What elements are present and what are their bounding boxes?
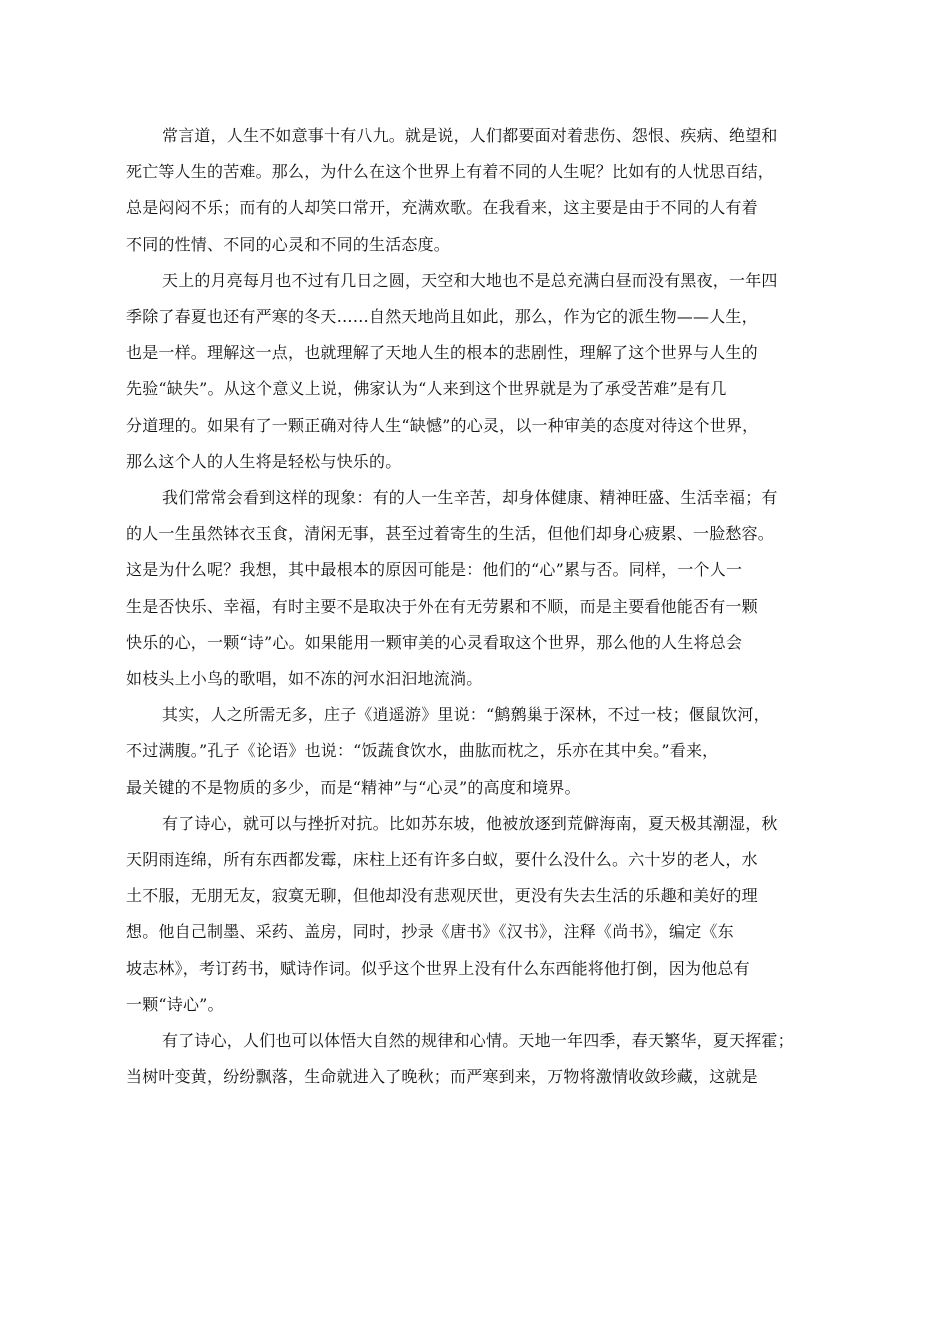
text-line: 总是闷闷不乐；而有的人却笑口常开，充满欢歌。在我看来，这主要是由于不同的人有着: [126, 198, 758, 218]
paragraph-6: [126, 1023, 812, 1095]
essay-body: [126, 118, 812, 1095]
text-line: 如枝头上小鸟的歌唱，如不冻的河水汩汩地流淌。: [126, 669, 483, 689]
text-line: 先验“缺失”。从这个意义上说，佛家认为“人来到这个世界就是为了承受苦难”是有几: [126, 379, 727, 399]
text-line: 我们常常会看到这样的现象：有的人一生辛苦，却身体健康、精神旺盛、生活幸福；有: [162, 488, 778, 508]
text-line: 一颗“诗心”。: [126, 994, 224, 1014]
paragraph-4: [126, 697, 812, 806]
text-line: 天阴雨连绵，所有东西都发霉，床柱上还有许多白蚁，要什么没什么。六十岁的老人，水: [126, 850, 758, 870]
text-line: 不过满腹。”孔子《论语》也说：“饭蔬食饮水，曲肱而枕之，乐亦在其中矣。”看来，: [126, 741, 719, 761]
text-line: 不同的性情、不同的心灵和不同的生活态度。: [126, 234, 451, 254]
text-line: 那么这个人的人生将是轻松与快乐的。: [126, 451, 402, 471]
text-line: 常言道，人生不如意事十有八九。就是说，人们都要面对着悲伤、怨恨、疾病、绝望和: [162, 126, 778, 145]
text-line: 当树叶变黄，纷纷飘落，生命就进入了晚秋；而严寒到来，万物将激情收敛珍藏，这就是: [126, 1067, 758, 1087]
text-line: 土不服，无朋无友，寂寞无聊，但他却没有悲观厌世，更没有失去生活的乐趣和美好的理: [126, 886, 758, 906]
text-line: 这是为什么呢？我想，其中最根本的原因可能是：他们的“心”累与否。同样，一个人一: [126, 560, 743, 580]
text-line: 最关键的不是物质的多少，而是“精神”与“心灵”的高度和境界。: [126, 777, 581, 797]
text-line: 有了诗心，人们也可以体悟大自然的规律和心情。天地一年四季，春天繁华，夏天挥霍；: [162, 1031, 794, 1051]
text-line: 坡志林》，考订药书，赋诗作词。似乎这个世界上没有什么东西能将他打倒，因为他总有: [126, 958, 750, 978]
text-line: 有了诗心，就可以与挫折对抗。比如苏东坡，他被放逐到荒僻海南，夏天极其潮湿，秋: [162, 813, 778, 833]
text-line: 死亡等人生的苦难。那么，为什么在这个世界上有着不同的人生呢？比如有的人忧思百结，: [126, 162, 775, 182]
text-line: 也是一样。理解这一点，也就理解了天地人生的根本的悲剧性，理解了这个世界与人生的: [126, 343, 758, 363]
text-line: 季除了春夏也还有严寒的冬天……自然天地尚且如此，那么，作为它的派生物——人生，: [126, 307, 758, 327]
text-line: 分道理的。如果有了一颗正确对待人生“缺憾”的心灵，以一种审美的态度对待这个世界，: [126, 415, 759, 435]
text-line: 天上的月亮每月也不过有几日之圆，天空和大地也不是总充满白昼而没有黑夜，一年四: [162, 270, 778, 290]
paragraph-2: [126, 263, 812, 480]
paragraph-5: [126, 806, 812, 1023]
text-line: 其实，人之所需无多，庄子《逍遥游》里说：“鹪鹩巢于深林，不过一枝；偃鼠饮河，: [162, 705, 770, 725]
paragraph-1: [126, 118, 812, 263]
text-line: 的人一生虽然钵衣玉食，清闲无事，甚至过着寄生的生活，但他们却身心疲累、一脸愁容。: [126, 524, 775, 544]
text-line: 想。他自己制墨、采药、盖房，同时，抄录《唐书》《汉书》，注释《尚书》，编定《东: [126, 922, 734, 942]
paragraph-3: [126, 480, 812, 697]
text-line: 快乐的心，一颗“诗”心。如果能用一颗审美的心灵看取这个世界，那么他的人生将总会: [126, 632, 743, 652]
text-line: 生是否快乐、幸福，有时主要不是取决于外在有无劳累和不顺，而是主要看他能否有一颗: [126, 596, 758, 616]
